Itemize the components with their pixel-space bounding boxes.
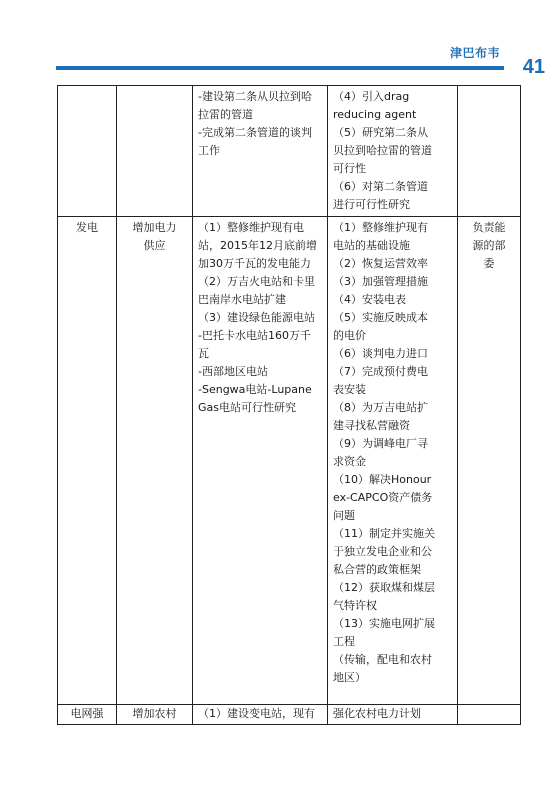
cell-line: 问题: [333, 509, 355, 522]
measures-cell: [328, 86, 458, 217]
responsible-cell: [458, 217, 521, 705]
cell-line: 供应: [143, 239, 166, 252]
cell-line: （7）完成预付费电: [333, 365, 428, 378]
cell-line: 拉雷的管道: [198, 108, 253, 121]
sector-label: 发电: [76, 221, 98, 234]
cell-line: 表安装: [333, 383, 366, 396]
cell-line: （1）整修维护现有电: [198, 221, 304, 234]
measures-cell: [328, 705, 458, 725]
cell-line: 的电价: [333, 329, 366, 342]
goal-cell: [117, 217, 193, 705]
cell-line: （4）引入drag: [333, 90, 410, 103]
sector-cell: 电网强: [58, 705, 117, 725]
cell-line: （12）获取煤和煤层: [333, 581, 435, 594]
cell-line: 工作: [198, 144, 220, 157]
cell-line: -建设第二条从贝拉到哈: [198, 90, 312, 103]
cell-line: 站，2015年12月底前增: [198, 239, 317, 252]
cell-line: 建寻找私营融资: [333, 419, 410, 432]
cell-line: 可行性: [333, 162, 366, 175]
cell-line: -西部地区电站: [198, 365, 268, 378]
cell-line: ex-CAPCO资产债务: [333, 491, 433, 504]
table-row: [58, 217, 521, 705]
cell-line: （6）谈判电力进口: [333, 347, 428, 360]
cell-line: 电站的基础设施: [333, 239, 410, 252]
cell-line: （8）为万吉电站扩: [333, 401, 428, 414]
cell-line: （13）实施电网扩展: [333, 617, 435, 630]
cell-line: -Sengwa电站-Lupane: [198, 383, 312, 396]
cell-line: 强化农村电力计划: [333, 707, 421, 720]
responsible-cell: [458, 705, 521, 725]
cell-line: （9）为调峰电厂寻: [333, 437, 428, 450]
goal-cell: 增加农村: [117, 705, 193, 725]
targets-cell: [193, 217, 328, 705]
goal-cell: [117, 86, 193, 217]
cell-line: （传输，配电和农村: [333, 653, 432, 666]
cell-line: （2）恢复运营效率: [333, 257, 428, 270]
sector-cell: [58, 217, 117, 705]
cell-line: 地区）: [333, 671, 366, 684]
cell-line: 源的部: [472, 239, 506, 252]
cell-line: -完成第二条管道的谈判: [198, 126, 312, 139]
cell-line: Gas电站可行性研究: [198, 401, 296, 414]
cell-line: （6）对第二条管道: [333, 180, 428, 193]
cell-line: -巴托卡水电站160万千: [198, 329, 311, 342]
cell-line: （3）建设绿色能源电站: [198, 311, 315, 324]
measures-cell: [328, 217, 458, 705]
cell-line: （10）解决Honour: [333, 473, 432, 486]
cell-line: （11）制定并实施关: [333, 527, 435, 540]
cell-line: 贝拉到哈拉雷的管道: [333, 144, 432, 157]
cell-line: （5）研究第二条从: [333, 126, 428, 139]
header-rule: [56, 66, 504, 70]
energy-plan-table: [57, 85, 521, 725]
cell-line: 进行可行性研究: [333, 198, 410, 211]
targets-cell: [193, 86, 328, 217]
cell-line: （1）整修维护现有: [333, 221, 428, 234]
cell-line: （3）加强管理措施: [333, 275, 428, 288]
cell-line: 巴南岸水电站扩建: [198, 293, 286, 306]
sector-cell: [58, 86, 117, 217]
table-row: [58, 86, 521, 217]
responsible-cell: [458, 86, 521, 217]
cell-line: 瓦: [198, 347, 209, 360]
cell-line: 加30万千瓦的发电能力: [198, 257, 311, 270]
page-number: 41: [522, 56, 545, 78]
cell-line: 增加电力: [132, 221, 177, 234]
cell-line: 求资金: [333, 455, 366, 468]
running-header-title: 津巴布韦: [449, 46, 500, 60]
cell-line: 工程: [333, 635, 355, 648]
cell-line: 私合营的政策框架: [333, 563, 421, 576]
cell-line: （1）建设变电站，现有: [198, 707, 315, 720]
cell-line: （5）实施反映成本: [333, 311, 428, 324]
cell-line: （2）万吉火电站和卡里: [198, 275, 315, 288]
cell-line: 委: [483, 257, 495, 270]
targets-cell: [193, 705, 328, 725]
cell-line: （4）安装电表: [333, 293, 406, 306]
cell-line: 负责能: [472, 221, 506, 234]
cell-line: 气特许权: [333, 599, 377, 612]
cell-line: 于独立发电企业和公: [333, 545, 432, 558]
table-row: [58, 705, 521, 725]
cell-line: reducing agent: [333, 108, 417, 121]
